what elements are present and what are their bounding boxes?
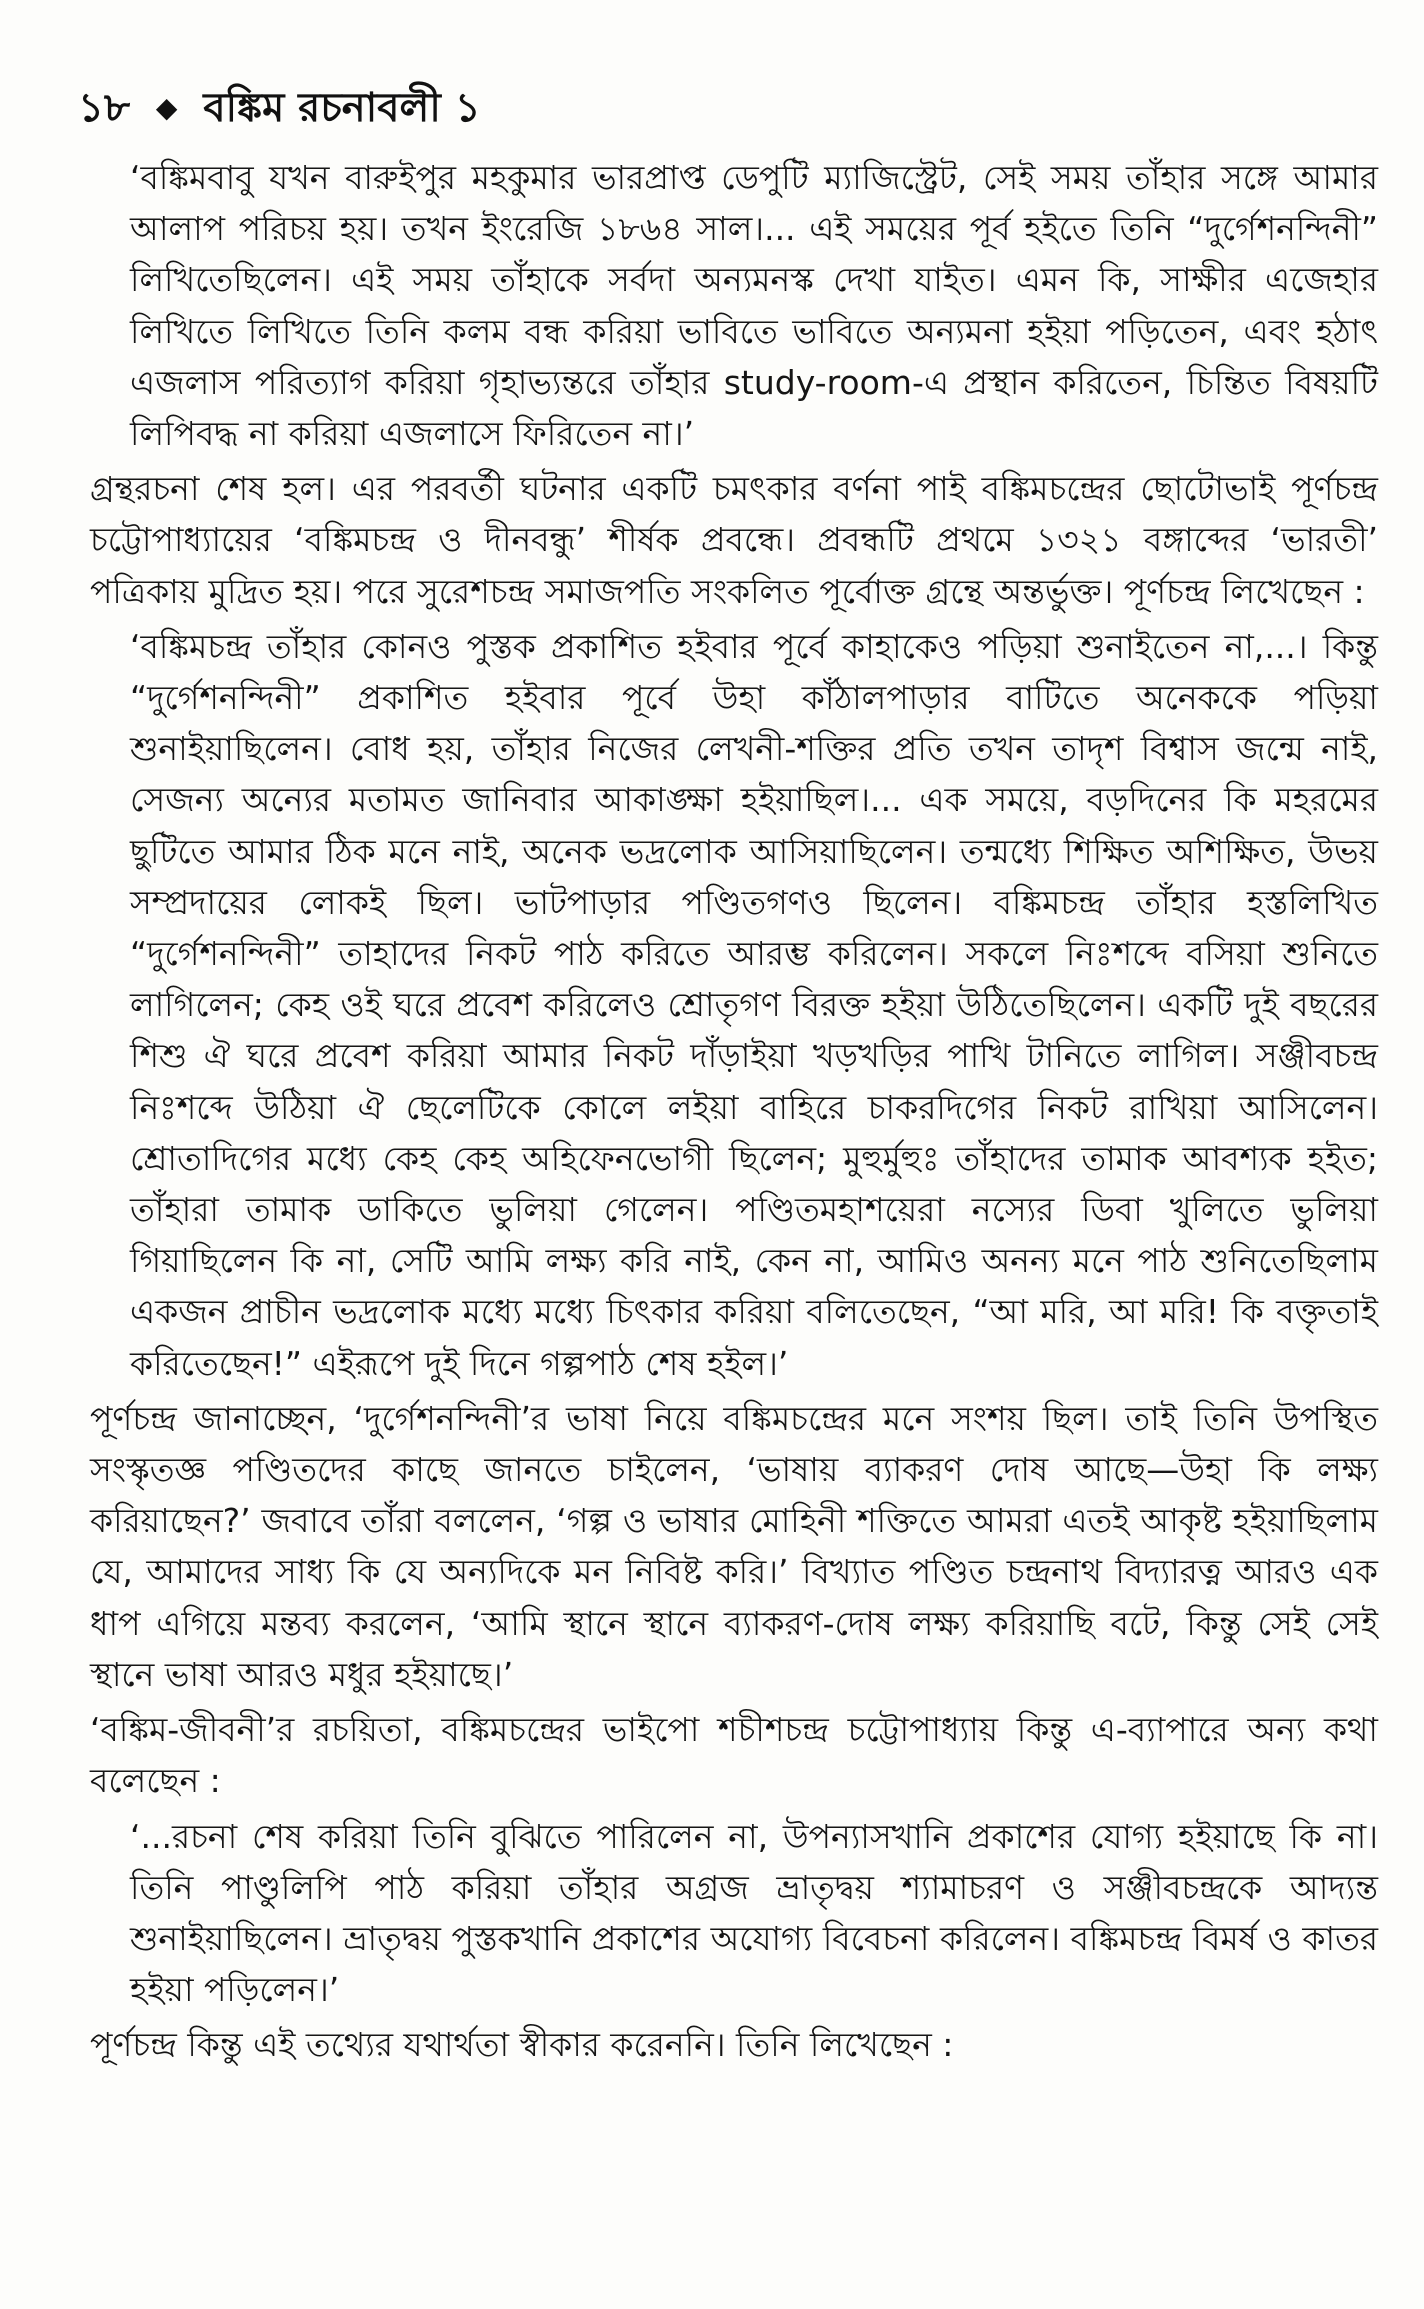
paragraph: ‘বঙ্কিম-জীবনী’র রচয়িতা, বঙ্কিমচন্দ্রের ভাইপো শচীশচন্দ্র চট্টোপাধ্যায় কিন্তু এ-ব্যাপারে অন্য কথা বলেছেন :: [90, 1710, 1378, 1801]
book-title: বঙ্কিম রচনাবলী ১: [203, 85, 481, 131]
block-quote: ‘...রচনা শেষ করিয়া তিনি বুঝিতে পারিলেন না, উপন্যাসখানি প্রকাশের যোগ্য হইয়াছে কি না। তিনি পাণ্ডুলিপি পাঠ করিয়া তাঁহার অগ্রজ ভ্রাতৃদ্বয় শ্যামাচরণ ও সঞ্জীবচন্দ্রকে আদ্যন্ত শুনাইয়াছিলেন। ভ্রাতৃদ্বয় পুস্তকখানি প্রকাশের অযোগ্য বিবেচনা করিলেন। বঙ্কিমচন্দ্র বিমর্ষ ও কাতর হইয়া পড়িলেন।’: [130, 1816, 1378, 2010]
block-quote: ‘বঙ্কিমবাবু যখন বারুইপুর মহকুমার ভারপ্রাপ্ত ডেপুটি ম্যাজিস্ট্রেট, সেই সময় তাঁহার সঙ্গে আমার আলাপ পরিচয় হয়। তখন ইংরেজি ১৮৬৪ সাল।... এই সময়ের পূর্ব হইতে তিনি “দুর্গেশনন্দিনী” লিখিতেছিলেন। এই সময় তাঁহাকে সর্বদা অন্যমনস্ক দেখা যাইত। এমন কি, সাক্ষীর এজেহার লিখিতে লিখিতে তিনি কলম বন্ধ করিয়া ভাবিতে ভাবিতে অন্যমনা হইয়া পড়িতেন, এবং হঠাৎ এজলাস পরিত্যাগ করিয়া গৃহাভ্যন্তরে তাঁহার study-room-এ প্রস্থান করিতেন, চিন্তিত বিষয়টি লিপিবদ্ধ না করিয়া এজলাসে ফিরিতেন না।’: [130, 158, 1378, 454]
block-quote: ‘বঙ্কিমচন্দ্র তাঁহার কোনও পুস্তক প্রকাশিত হইবার পূর্বে কাহাকেও পড়িয়া শুনাইতেন না,...। কিন্তু “দুর্গেশনন্দিনী” প্রকাশিত হইবার পূর্বে উহা কাঁঠালপাড়ার বাটিতে অনেককে পড়িয়া শুনাইয়াছিলেন। বোধ হয়, তাঁহার নিজের লেখনী-শক্তির প্রতি তখন তাদৃশ বিশ্বাস জন্মে নাই, সেজন্য অন্যের মতামত জানিবার আকাঙ্ক্ষা হইয়াছিল।... এক সময়ে, বড়দিনের কি মহরমের ছুটিতে আমার ঠিক মনে নাই, অনেক ভদ্রলোক আসিয়াছিলেন। তন্মধ্যে শিক্ষিত অশিক্ষিত, উভয় সম্প্রদায়ের লোকই ছিল। ভাটপাড়ার পণ্ডিতগণও ছিলেন। বঙ্কিমচন্দ্র তাঁহার হস্তলিখিত “দুর্গেশনন্দিনী” তাহাদের নিকট পাঠ করিতে আরম্ভ করিলেন। সকলে নিঃশব্দে বসিয়া শুনিতে লাগিলেন; কেহ ওই ঘরে প্রবেশ করিলেও শ্রোতৃগণ বিরক্ত হইয়া উঠিতেছিলেন। একটি দুই বছরের শিশু ঐ ঘরে প্রবেশ করিয়া আমার নিকট দাঁড়াইয়া খড়খড়ির পাখি টানিতে লাগিল। সঞ্জীবচন্দ্র নিঃশব্দে উঠিয়া ঐ ছেলেটিকে কোলে লইয়া বাহিরে চাকরদিগের নিকট রাখিয়া আসিলেন। শ্রোতাদিগের মধ্যে কেহ কেহ অহিফেনভোগী ছিলেন; মুহুর্মুহুঃ তাঁহাদের তামাক আবশ্যক হইত; তাঁহারা তামাক ডাকিতে ভুলিয়া গেলেন। পণ্ডিতমহাশয়েরা নস্যের ডিবা খুলিতে ভুলিয়া গিয়াছিলেন কি না, সেটি আমি লক্ষ্য করি নাই, কেন না, আমিও অনন্য মনে পাঠ শুনিতেছিলাম একজন প্রাচীন ভদ্রলোক মধ্যে মধ্যে চিৎকার করিয়া বলিতেছেন, “আ মরি, আ মরি! কি বক্তৃতাই করিতেছেন!” এইরূপে দুই দিনে গল্পপাঠ শেষ হইল।’: [130, 626, 1378, 1383]
paragraph: গ্রন্থরচনা শেষ হল। এর পরবর্তী ঘটনার একটি চমৎকার বর্ণনা পাই বঙ্কিমচন্দ্রের ছোটোভাই পূর্ণচন্দ্র চট্টোপাধ্যায়ের ‘বঙ্কিমচন্দ্র ও দীনবন্ধু’ শীর্ষক প্রবন্ধে। প্রবন্ধটি প্রথমে ১৩২১ বঙ্গাব্দের ‘ভারতী’ পত্রিকায় মুদ্রিত হয়। পরে সুরেশচন্দ্র সমাজপতি সংকলিত পূর্বোক্ত গ্রন্থে অন্তর্ভুক্ত। পূর্ণচন্দ্র লিখেছেন :: [90, 469, 1378, 611]
running-header: [78, 80, 481, 136]
page-number: ১৮: [78, 85, 130, 131]
diamond-separator-icon: ◆: [155, 91, 178, 124]
paragraph: পূর্ণচন্দ্র কিন্তু এই তথ্যের যথার্থতা স্বীকার করেননি। তিনি লিখেছেন :: [90, 2025, 954, 2065]
page-body: [90, 152, 1378, 2071]
paragraph: পূর্ণচন্দ্র জানাচ্ছেন, ‘দুর্গেশনন্দিনী’র ভাষা নিয়ে বঙ্কিমচন্দ্রের মনে সংশয় ছিল। তাই তিনি উপস্থিত সংস্কৃতজ্ঞ পণ্ডিতদের কাছে জানতে চাইলেন, ‘ভাষায় ব্যাকরণ দোষ আছে—উহা কি লক্ষ্য করিয়াছেন?’ জবাবে তাঁরা বললেন, ‘গল্প ও ভাষার মোহিনী শক্তিতে আমরা এতই আকৃষ্ট হইয়াছিলাম যে, আমাদের সাধ্য কি যে অন্যদিকে মন নিবিষ্ট করি।’ বিখ্যাত পণ্ডিত চন্দ্রনাথ বিদ্যারত্ন আরও এক ধাপ এগিয়ে মন্তব্য করলেন, ‘আমি স্থানে স্থানে ব্যাকরণ-দোষ লক্ষ্য করিয়াছি বটে, কিন্তু সেই সেই স্থানে ভাষা আরও মধুর হইয়াছে।’: [90, 1398, 1378, 1694]
